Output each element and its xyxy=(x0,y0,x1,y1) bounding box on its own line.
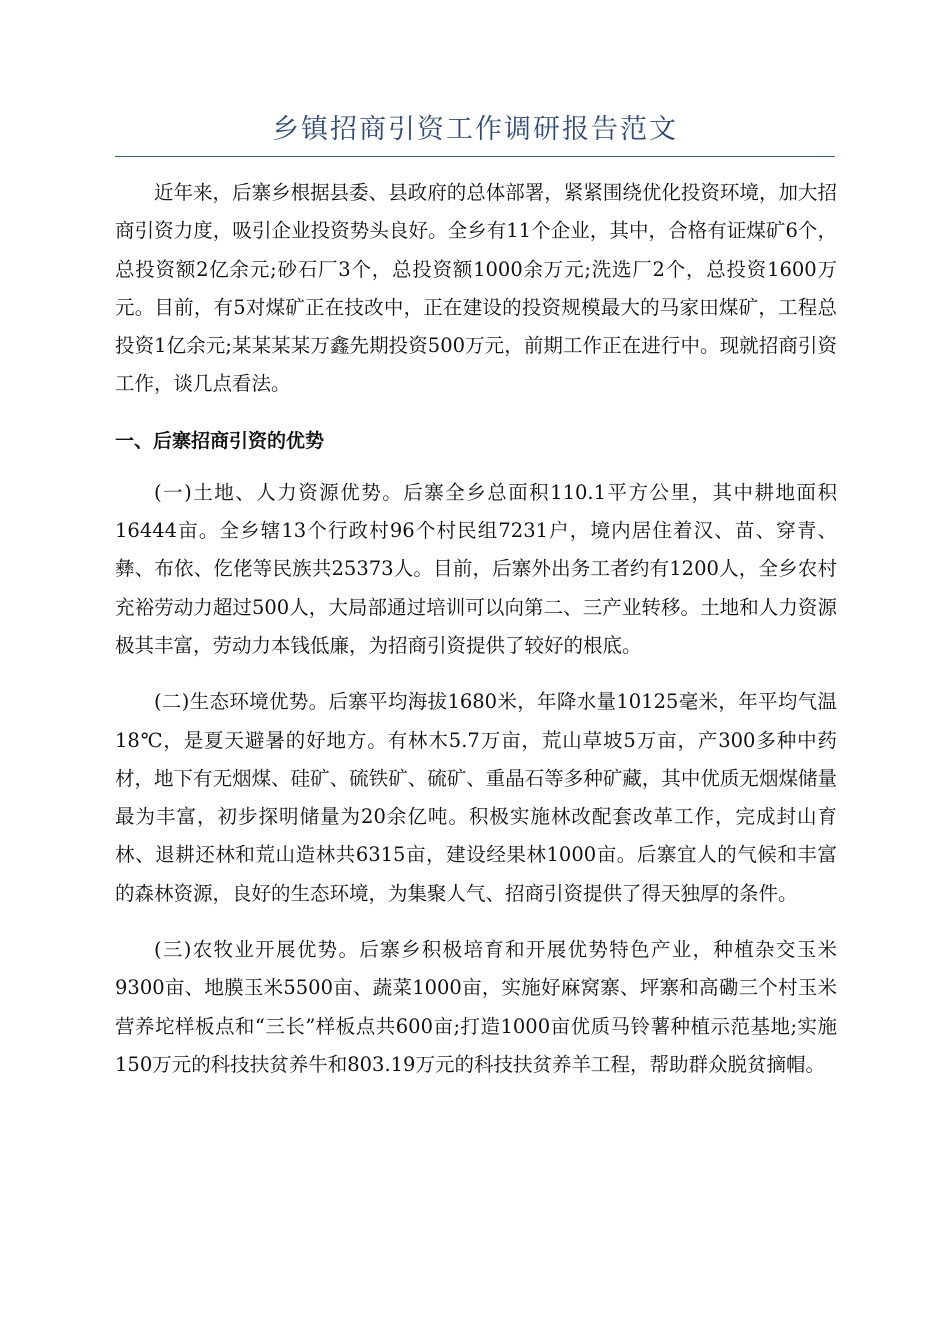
document-title: 乡镇招商引资工作调研报告范文 xyxy=(272,114,678,145)
document-body xyxy=(115,174,837,1102)
land-resources-paragraph: (一)土地、人力资源优势。后寨全乡总面积110.1平方公里，其中耕地面积16444亩。全乡辖13个行政村96个村民组7231户，境内居住着汉、苗、穿青、彝、布依、仡佬等民族共25373人。目前，后寨外出务工者约有1200人，全乡农村充裕劳动力超过500人，大局部通过培训可以向第二、三产业转移。土地和人力资源极其丰富，劳动力本钱低廉，为招商引资提供了较好的根底。 xyxy=(115,480,837,657)
agriculture-paragraph: (三)农牧业开展优势。后寨乡积极培育和开展优势特色产业，种植杂交玉米9300亩、地膜玉米5500亩、蔬菜1000亩，实施好麻窝寨、坪寨和高磡三个村玉米营养坨样板点和“三长”样板点共600亩;打造1000亩优质马铃薯种植示范基地;实施150万元的科技扶贫养牛和803.19万元的科技扶贫养羊工程，帮助群众脱贫摘帽。 xyxy=(115,938,837,1076)
ecology-paragraph: (二)生态环境优势。后寨平均海拔1680米，年降水量10125毫米，年平均气温18℃，是夏天避暑的好地方。有林木5.7万亩，荒山草坡5万亩，产300多种中药材，地下有无烟煤、硅矿、硫铁矿、硫矿、重晶石等多种矿藏，其中优质无烟煤储量最为丰富，初步探明储量为20余亿吨。积极实施林改配套改革工作，完成封山育林、退耕还林和荒山造林共6315亩，建设经果林1000亩。后寨宜人的气候和丰富的森林资源，良好的生态环境，为集聚人气、招商引资提供了得天独厚的条件。 xyxy=(115,690,837,905)
intro-paragraph: 近年来，后寨乡根据县委、县政府的总体部署，紧紧围绕优化投资环境，加大招商引资力度，吸引企业投资势头良好。全乡有11个企业，其中，合格有证煤矿6个，总投资额2亿余元;砂石厂3个，总投资额1000余万元;洗选厂2个，总投资1600万元。目前，有5对煤矿正在技改中，正在建设的投资规模最大的马家田煤矿，工程总投资1亿余元;某某某某万鑫先期投资500万元，前期工作正在进行中。现就招商引资工作，谈几点看法。 xyxy=(115,181,837,396)
title-block xyxy=(115,108,835,157)
section-heading: 一、后寨招商引资的优势 xyxy=(115,429,325,452)
